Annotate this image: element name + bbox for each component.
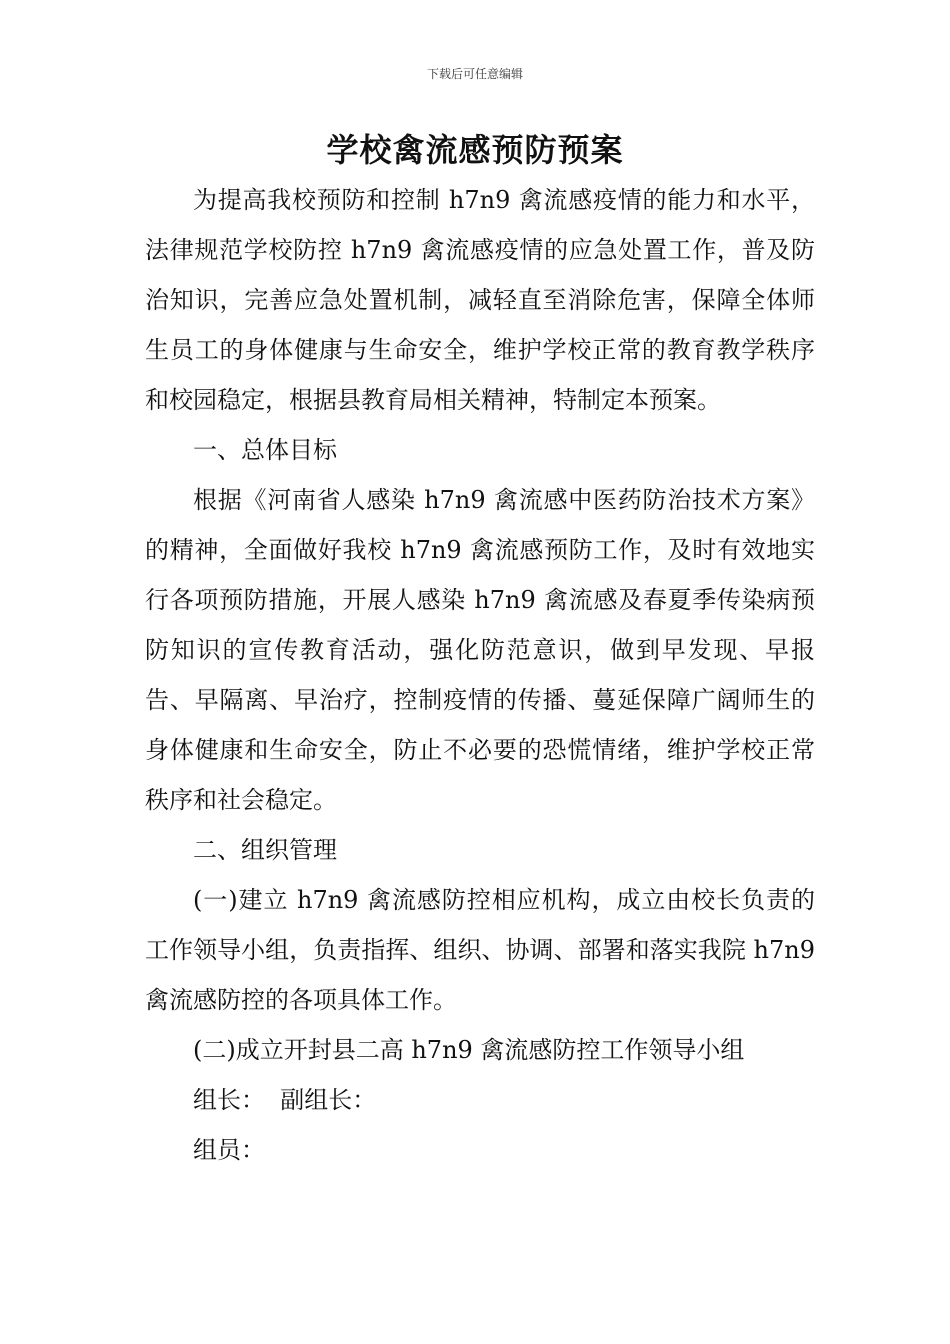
document-body [145,175,815,1175]
section-heading-overall-goal: 一、总体目标 [193,436,337,464]
organization-paragraph-2: (二)成立开封县二高 h7n9 禽流感防控工作领导小组 [193,1036,745,1064]
leader-line: 组长： 副组长： [193,1086,377,1114]
members-line: 组员： [193,1136,265,1164]
page-header-note: 下载后可任意编辑 [426,67,523,81]
intro-paragraph: 为提高我校预防和控制 h7n9 禽流感疫情的能力和水平，法律规范学校防控 h7n9 禽流感疫情的应急处置工作，普及防治知识，完善应急处置机制，减轻直至消除危害，保障全体师生员工的身体健康与生命安全，维护学校正常的教育教学秩序和校园稳定，根据县教育局相关精神，特制定本预案。 [145,186,815,414]
document-title: 学校禽流感预防预案 [326,131,624,169]
section-heading-organization: 二、组织管理 [193,836,337,864]
overall-goal-paragraph: 根据《河南省人感染 h7n9 禽流感中医药防治技术方案》的精神，全面做好我校 h7n9 禽流感预防工作，及时有效地实行各项预防措施，开展人感染 h7n9 禽流感及春夏季传染病预防知识的宣传教育活动，强化防范意识，做到早发现、早报告、早隔离、早治疗，控制疫情的传播、蔓延保障广阔师生的身体健康和生命安全，防止不必要的恐慌情绪，维护学校正常秩序和社会稳定。 [145,486,815,814]
organization-paragraph-1: (一)建立 h7n9 禽流感防控相应机构，成立由校长负责的工作领导小组，负责指挥、组织、协调、部署和落实我院 h7n9 禽流感防控的各项具体工作。 [145,886,815,1014]
